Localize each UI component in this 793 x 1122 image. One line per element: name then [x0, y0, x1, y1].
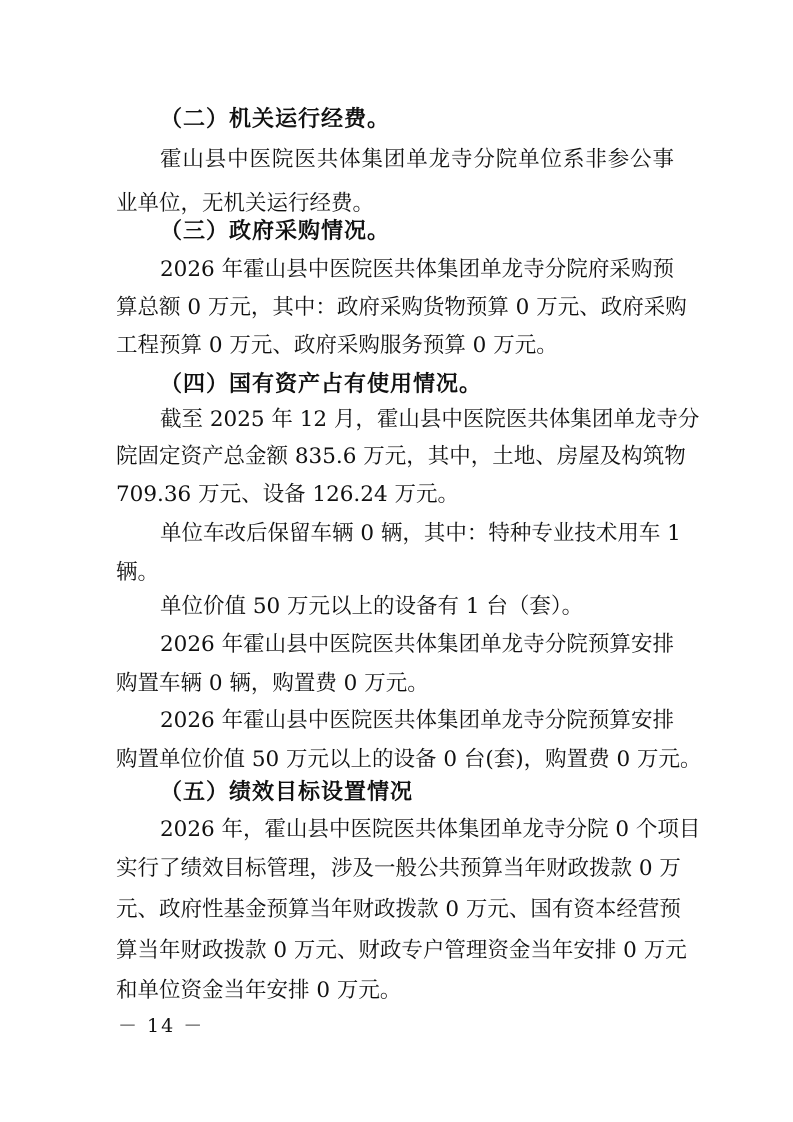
section-5-paragraph-1-line-1: 2026 年，霍山县中医院医共体集团单龙寺分院 0 个项目 — [160, 817, 701, 842]
section-2-paragraph-1-line-1: 霍山县中医院医共体集团单龙寺分院单位系非参公事 — [160, 147, 674, 172]
section-4-paragraph-5-line-2: 购置单位价值 50 万元以上的设备 0 台(套)，购置费 0 万元。 — [116, 747, 702, 772]
section-heading-2: （二）机关运行经费。 — [160, 106, 391, 132]
section-3-paragraph-1-line-2: 算总额 0 万元，其中：政府采购货物预算 0 万元、政府采购 — [116, 295, 687, 320]
section-2-paragraph-1-line-2: 业单位，无机关运行经费。 — [116, 191, 375, 216]
section-4-paragraph-2-line-1: 单位车改后保留车辆 0 辆，其中：特种专业技术用车 1 — [160, 521, 681, 546]
section-heading-5: （五）绩效目标设置情况 — [160, 779, 414, 805]
page-number: － 14 － — [118, 1015, 205, 1037]
section-5-paragraph-1-line-3: 元、政府性基金预算当年财政拨款 0 万元、国有资本经营预 — [116, 897, 681, 922]
section-4-paragraph-2-line-2: 辆。 — [116, 560, 160, 585]
section-heading-4: （四）国有资产占有使用情况。 — [160, 371, 483, 397]
section-4-paragraph-1-line-2: 院固定资产总金额 835.6 万元，其中，土地、房屋及构筑物 — [116, 444, 686, 469]
section-3-paragraph-1-line-1: 2026 年霍山县中医院医共体集团单龙寺分院府采购预 — [160, 257, 674, 282]
section-4-paragraph-1-line-1: 截至 2025 年 12 月，霍山县中医院医共体集团单龙寺分 — [160, 407, 700, 432]
section-5-paragraph-1-line-5: 和单位资金当年安排 0 万元。 — [116, 978, 402, 1003]
section-heading-3: （三）政府采购情况。 — [160, 218, 391, 244]
section-5-paragraph-1-line-2: 实行了绩效目标管理，涉及一般公共预算当年财政拨款 0 万 — [116, 856, 681, 881]
section-4-paragraph-4-line-1: 2026 年霍山县中医院医共体集团单龙寺分院预算安排 — [160, 632, 674, 657]
section-4-paragraph-5-line-1: 2026 年霍山县中医院医共体集团单龙寺分院预算安排 — [160, 708, 674, 733]
section-4-paragraph-4-line-2: 购置车辆 0 辆，购置费 0 万元。 — [116, 671, 429, 696]
section-4-paragraph-1-line-3: 709.36 万元、设备 126.24 万元。 — [116, 482, 459, 507]
section-3-paragraph-1-line-3: 工程预算 0 万元、政府采购服务预算 0 万元。 — [116, 333, 558, 358]
section-5-paragraph-1-line-4: 算当年财政拨款 0 万元、财政专户管理资金当年安排 0 万元 — [116, 938, 687, 963]
section-4-paragraph-3-line-1: 单位价值 50 万元以上的设备有 1 台（套）。 — [160, 594, 584, 619]
